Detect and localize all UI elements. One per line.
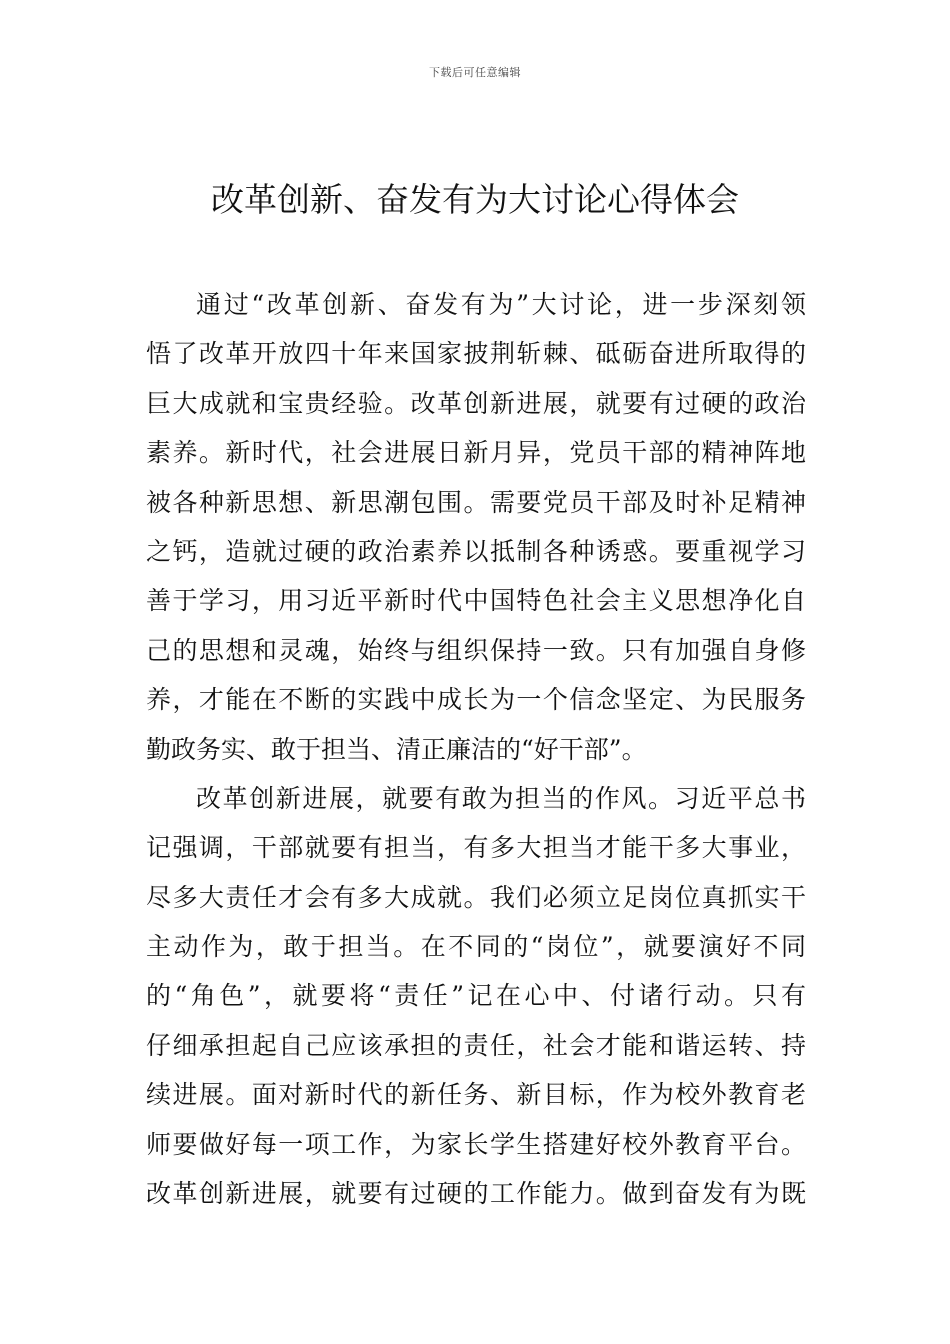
paragraph-2-line-9: 改革创新进展，就要有过硬的工作能力。做到奋发有为既 xyxy=(146,1179,806,1209)
paragraph-2-line-4: 主动作为，敢于担当。在不同的“岗位”，就要演好不同 xyxy=(146,932,806,962)
paragraph-2-line-2: 记强调，干部就要有担当，有多大担当才能干多大事业， xyxy=(146,833,806,863)
paragraph-2-line-3: 尽多大责任才会有多大成就。我们必须立足岗位真抓实干 xyxy=(146,882,806,912)
paragraph-1-line-3: 巨大成就和宝贵经验。改革创新进展，就要有过硬的政治 xyxy=(146,388,806,418)
paragraph-1-line-7: 善于学习，用习近平新时代中国特色社会主义思想净化自 xyxy=(146,586,806,616)
paragraph-1-line-4: 素养。新时代，社会进展日新月异，党员干部的精神阵地 xyxy=(146,438,806,468)
paragraph-1-line-8: 己的思想和灵魂，始终与组织保持一致。只有加强自身修 xyxy=(146,635,806,665)
paragraph-2-line-8: 师要做好每一项工作，为家长学生搭建好校外教育平台。 xyxy=(146,1129,806,1159)
paragraph-1-line-6: 之钙，造就过硬的政治素养以抵制各种诱惑。要重视学习 xyxy=(146,536,806,566)
paragraph-2-line-5: 的“角色”，就要将“责任”记在心中、付诸行动。只有 xyxy=(146,981,806,1011)
download-note: 下载后可任意编辑 xyxy=(429,66,521,79)
paragraph-2-line-7: 续进展。面对新时代的新任务、新目标，作为校外教育老 xyxy=(146,1080,806,1110)
paragraph-1-line-5: 被各种新思想、新思潮包围。需要党员干部及时补足精神 xyxy=(146,487,806,517)
paragraph-2-line-6: 仔细承担起自己应该承担的责任，社会才能和谐运转、持 xyxy=(146,1030,806,1060)
document-title: 改革创新、奋发有为大讨论心得体会 xyxy=(211,180,739,219)
paragraph-1-line-10: 勤政务实、敢于担当、清正廉洁的“好干部”。 xyxy=(146,734,647,764)
paragraph-1-line-1: 通过“改革创新、奋发有为”大讨论，进一步深刻领 xyxy=(196,290,806,319)
document-body xyxy=(146,280,806,1218)
paragraph-2-line-1: 改革创新进展，就要有敢为担当的作风。习近平总书 xyxy=(196,783,806,813)
paragraph-1-line-2: 悟了改革开放四十年来国家披荆斩棘、砥砺奋进所取得的 xyxy=(146,339,806,369)
paragraph-1-line-9: 养，才能在不断的实践中成长为一个信念坚定、为民服务 xyxy=(146,685,806,715)
